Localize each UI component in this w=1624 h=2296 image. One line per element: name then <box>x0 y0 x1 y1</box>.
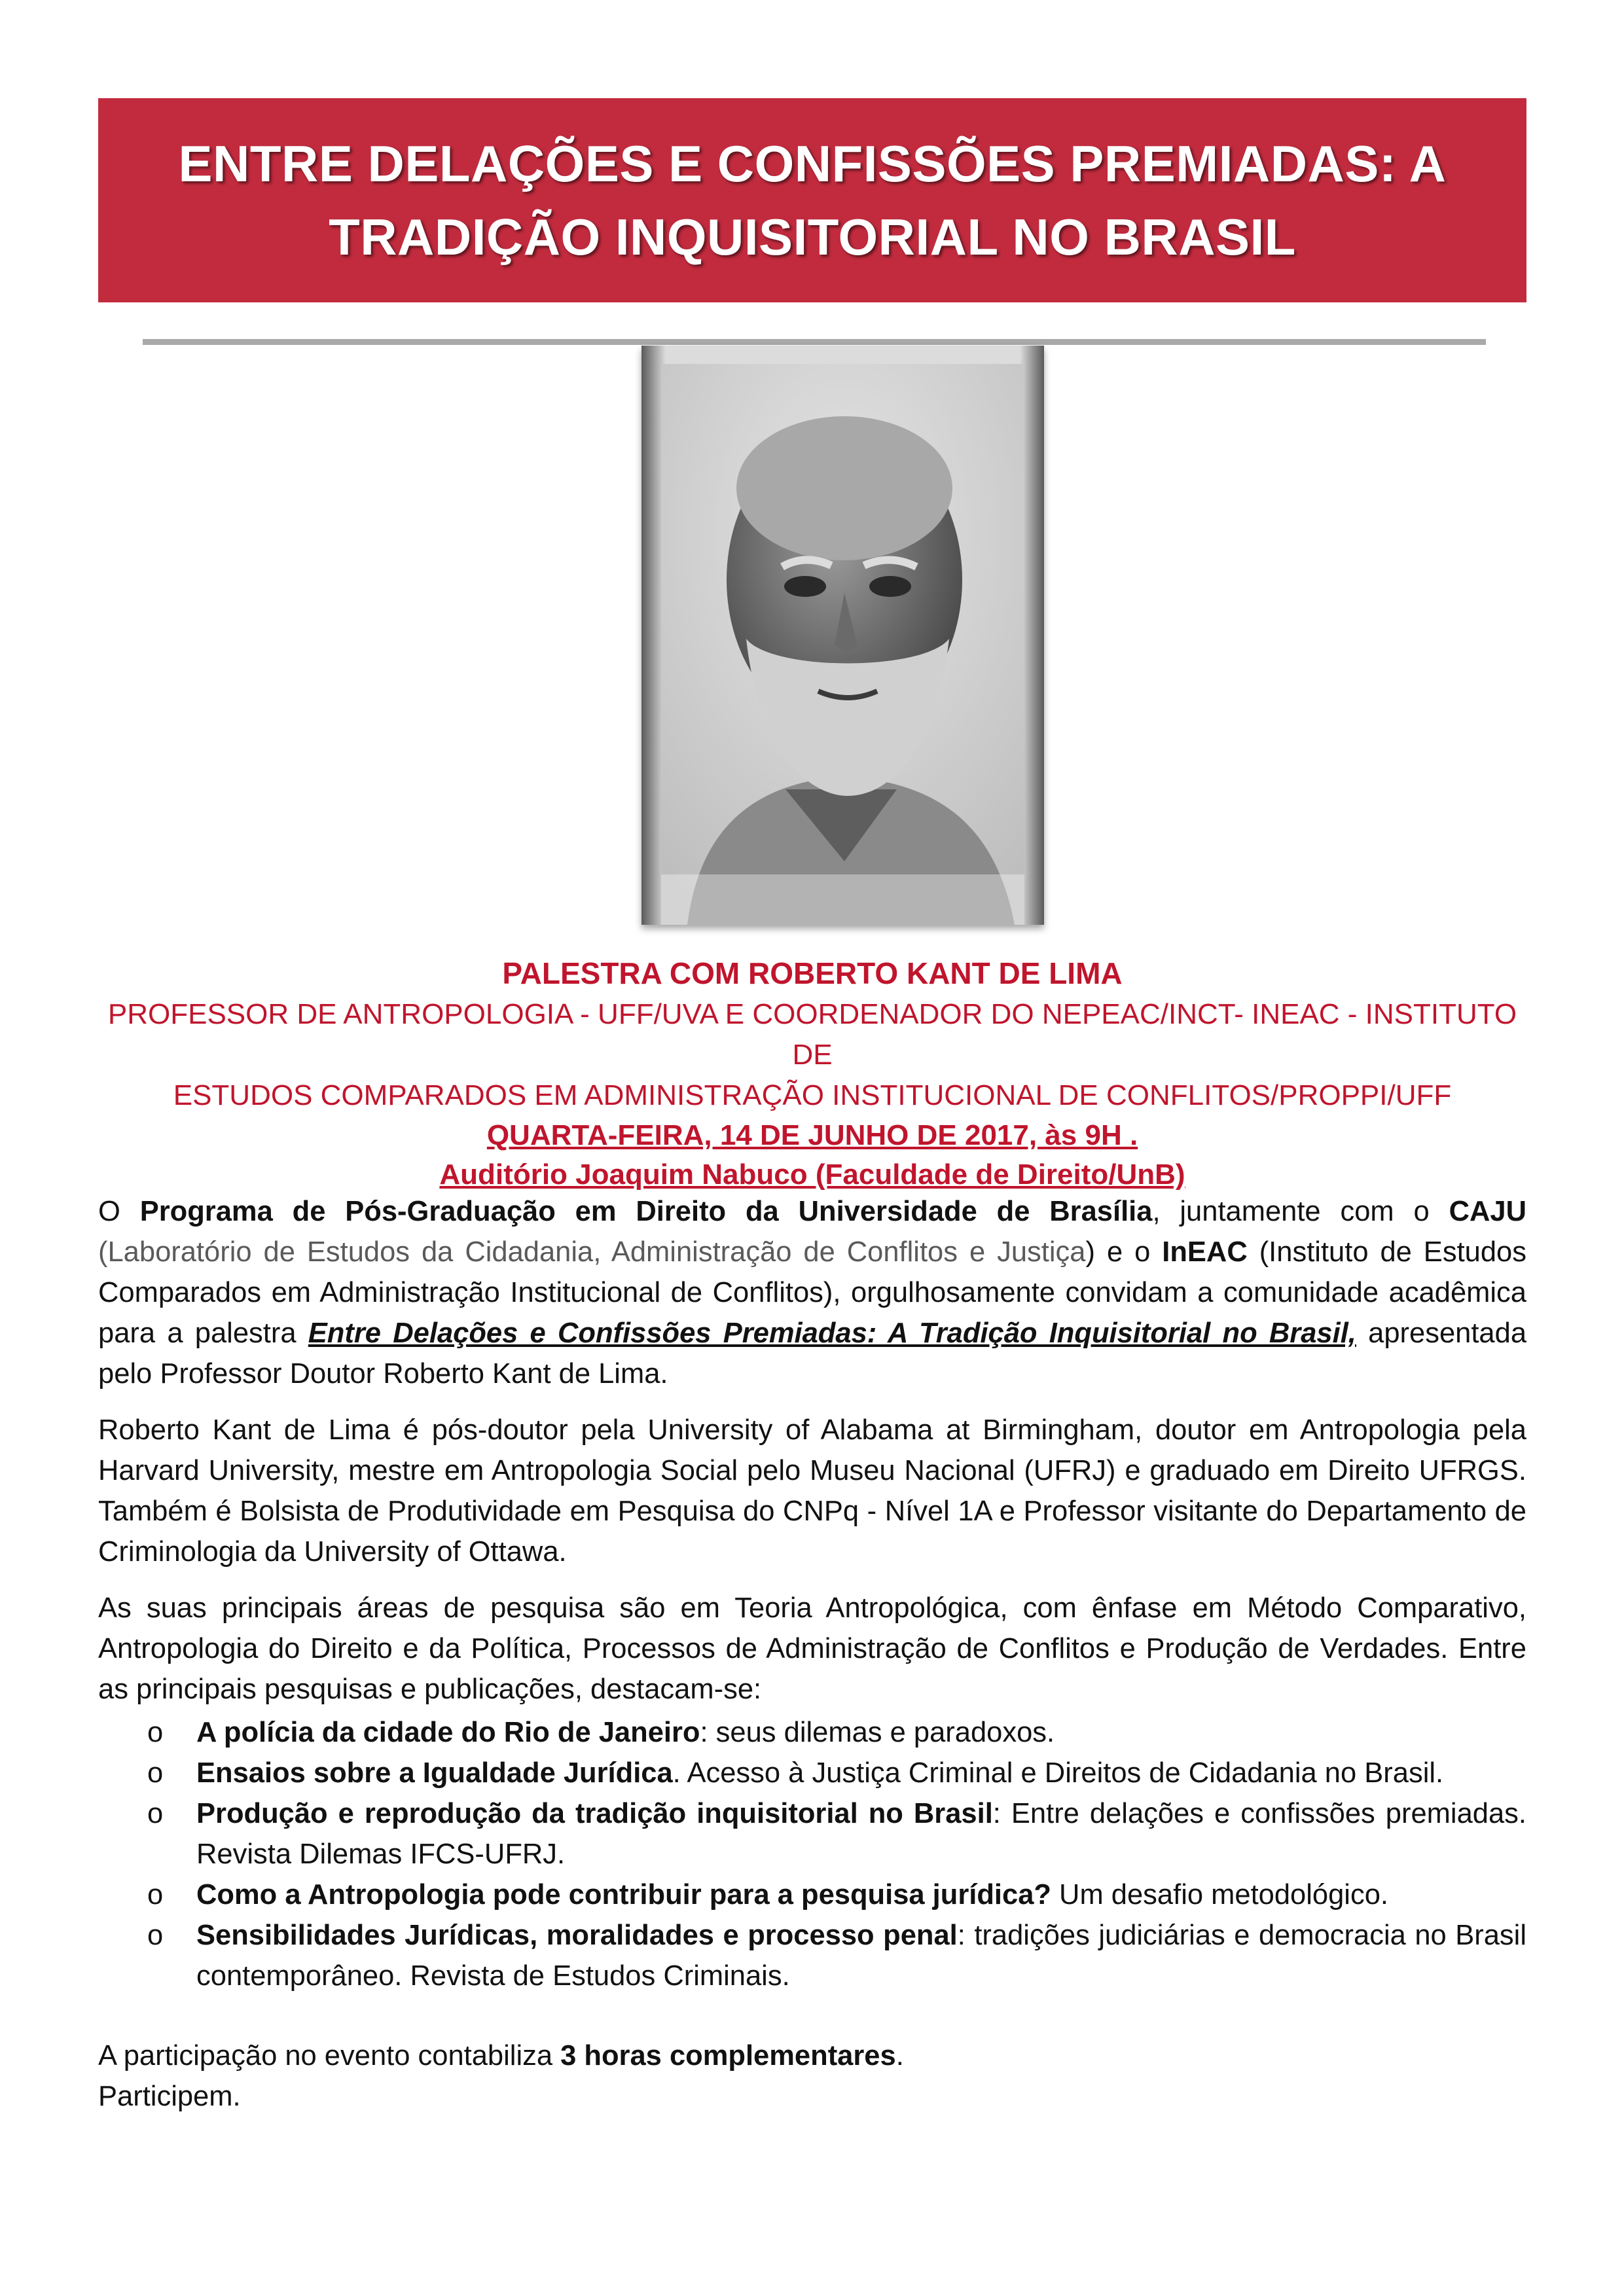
intro-paragraph <box>98 1191 1526 1394</box>
body-text <box>98 1191 1526 2117</box>
intro-text: apresentada pelo Professor Doutor Roberto Kant de Lima. <box>98 1318 1527 1390</box>
speaker-affiliation-line-2: ESTUDOS COMPARADOS EM ADMINISTRAÇÃO INSTITUCIONAL DE CONFLITOS/PROPPI/UFF <box>173 1079 1452 1111</box>
caju-name: CAJU <box>1449 1196 1527 1227</box>
program-name: Programa de Pós-Graduação em Direito da Universidade de Brasília <box>139 1196 1153 1227</box>
research-paragraph: As suas principais áreas de pesquisa são em Teoria Antropológica, com ênfase em Método Comparativo, Antropologia do Direito e da Política, Processos de Administração de Conflitos e Produção de Verdades. Entre as principais pesquisas e publicações, destacam-se: <box>98 1592 1526 1705</box>
closing-text: . <box>895 2040 904 2072</box>
publications-list <box>98 1712 1526 1996</box>
ineac-name: InEAC <box>1162 1236 1248 1268</box>
list-item <box>98 1874 1526 1915</box>
closing-call: Participem. <box>98 2081 241 2112</box>
caju-description: (Laboratório de Estudos da Cidadania, Administração de Conflitos e Justiça <box>98 1236 1086 1268</box>
talk-title: PALESTRA COM ROBERTO KANT DE LIMA <box>502 956 1123 990</box>
complementary-hours: 3 horas complementares <box>560 2040 896 2072</box>
closing-text: A participação no evento contabiliza <box>98 2040 561 2072</box>
closing <box>98 2036 1526 2117</box>
speaker-affiliation-line-1: PROFESSOR DE ANTROPOLOGIA - UFF/UVA E COORDENADOR DO NEPEAC/INCT- INEAC - INSTITUTO DE <box>107 998 1517 1071</box>
event-date: QUARTA-FEIRA, 14 DE JUNHO DE 2017, às 9H . <box>486 1119 1138 1151</box>
bullet-icon: o <box>147 1757 164 1789</box>
publication-title: Como a Antropologia pode contribuir para a pesquisa jurídica? <box>196 1879 1051 1910</box>
publication-title: Sensibilidades Jurídicas, moralidades e processo penal <box>196 1920 958 1951</box>
bullet-icon: o <box>147 1717 164 1748</box>
intro-text: O <box>98 1196 140 1227</box>
talk-info <box>98 952 1526 1194</box>
intro-text: ) e o <box>1085 1236 1163 1268</box>
event-venue: Auditório Joaquim Nabuco (Faculdade de Direito/UnB) <box>439 1158 1185 1191</box>
bullet-icon: o <box>147 1879 164 1910</box>
talk-title-reference: Entre Delações e Confissões Premiadas: A Tradição Inquisitorial no Brasil, <box>308 1318 1356 1349</box>
speaker-portrait-photo <box>661 364 1024 925</box>
speaker-photo-frame <box>641 346 1044 925</box>
publication-detail: : seus dilemas e paradoxos. <box>700 1717 1055 1748</box>
bio-paragraph: Roberto Kant de Lima é pós-doutor pela University of Alabama at Birmingham, doutor em Antropologia pela Harvard University, mestre em Antropologia Social pelo Museu Nacional (UFRJ) e graduado em Direito UFRGS. Também é Bolsista de Produtividade em Pesquisa do CNPq - Nível 1A e Professor visitante do Departamento de Criminologia da University of Ottawa. <box>98 1414 1526 1568</box>
intro-text: (Instituto de Estudos Comparados em Administração Institucional de Conflitos), orgulhosamente convidam a comunidade acadêmica para a palestra <box>98 1236 1526 1349</box>
publication-title: A polícia da cidade do Rio de Janeiro <box>196 1717 700 1748</box>
banner-title-line-2: TRADIÇÃO INQUISITORIAL NO BRASIL <box>329 208 1296 266</box>
list-item <box>98 1753 1526 1793</box>
publication-detail: : Entre delações e confissões premiadas. Revista Dilemas IFCS-UFRJ. <box>196 1798 1526 1870</box>
horizontal-divider <box>143 339 1486 345</box>
intro-text: , juntamente com o <box>1152 1196 1449 1227</box>
bullet-icon: o <box>147 1798 164 1829</box>
list-item <box>98 1793 1526 1874</box>
list-item <box>98 1915 1526 1996</box>
list-item <box>98 1712 1526 1753</box>
hours-paragraph <box>98 2036 1526 2076</box>
portrait-photo-icon <box>661 364 1024 925</box>
bullet-icon: o <box>147 1920 164 1951</box>
publication-title: Ensaios sobre a Igualdade Jurídica <box>196 1757 673 1789</box>
publication-detail: . Acesso à Justiça Criminal e Direitos de Cidadania no Brasil. <box>672 1757 1444 1789</box>
banner-title-line-1: ENTRE DELAÇÕES E CONFISSÕES PREMIADAS: A <box>178 135 1447 192</box>
publication-detail: Um desafio metodológico. <box>1051 1879 1388 1910</box>
title-banner <box>98 98 1526 302</box>
publication-title: Produção e reprodução da tradição inquisitorial no Brasil <box>196 1798 993 1829</box>
publication-detail: : tradições judiciárias e democracia no Brasil contemporâneo. Revista de Estudos Criminais. <box>196 1920 1526 1992</box>
